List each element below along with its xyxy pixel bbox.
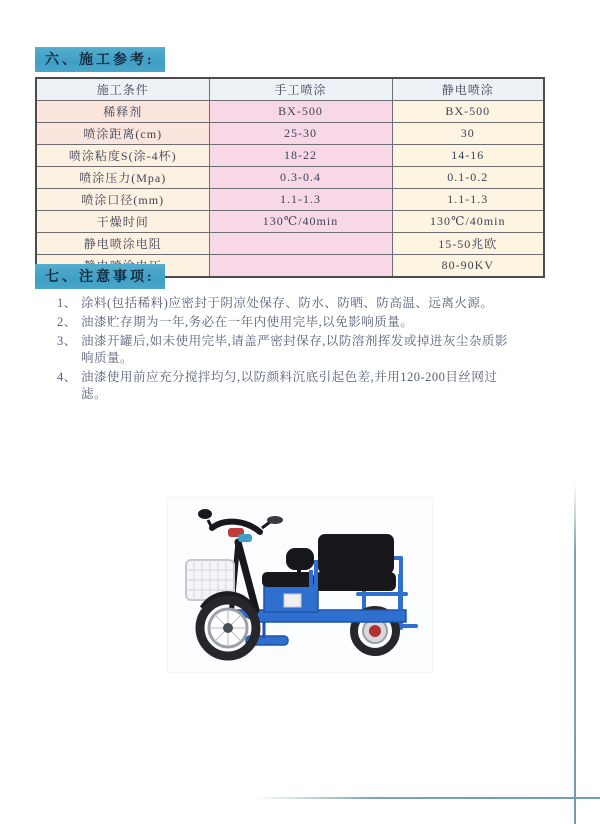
table-row <box>36 233 544 255</box>
electrostatic-value: BX-500 <box>392 101 544 123</box>
manual-value: 1.1-1.3 <box>209 189 392 211</box>
table-row <box>36 167 544 189</box>
note-number: 3、 <box>57 334 77 348</box>
note-number: 1、 <box>57 296 77 310</box>
electrostatic-value: 1.1-1.3 <box>392 189 544 211</box>
electrostatic-value: 130℃/40min <box>392 211 544 233</box>
spray-parameters-table <box>35 77 545 278</box>
tricycle-photo <box>168 498 432 672</box>
table-row <box>36 189 544 211</box>
row-label: 稀释剂 <box>36 101 209 123</box>
note-text: 油漆贮存期为一年,务必在一年内使用完毕,以免影响质量。 <box>81 315 414 329</box>
note-text: 油漆使用前应充分搅拌均匀,以防颜料沉底引起色差,并用120-200目丝网过滤。 <box>81 370 498 401</box>
row-label: 静电喷涂电阻 <box>36 233 209 255</box>
electrostatic-value: 0.1-0.2 <box>392 167 544 189</box>
decorative-corner-line-horizontal <box>255 797 600 799</box>
decorative-corner-line-vertical <box>574 483 576 824</box>
manual-value: 0.3-0.4 <box>209 167 392 189</box>
table-row <box>36 123 544 145</box>
tricycle-illustration <box>168 498 432 672</box>
row-label: 喷涂粘度S(涂-4杯) <box>36 145 209 167</box>
note-item <box>57 295 515 312</box>
notes-list <box>57 295 515 405</box>
table-header-row <box>36 78 544 101</box>
electrostatic-value: 80-90KV <box>392 255 544 278</box>
note-item <box>57 333 515 367</box>
row-label: 喷涂距离(cm) <box>36 123 209 145</box>
table-row <box>36 211 544 233</box>
row-label: 喷涂口径(mm) <box>36 189 209 211</box>
electrostatic-value: 15-50兆欧 <box>392 233 544 255</box>
manual-value <box>209 233 392 255</box>
manual-value: 25-30 <box>209 123 392 145</box>
row-label: 干燥时间 <box>36 211 209 233</box>
note-text: 油漆开罐后,如未使用完毕,请盖严密封保存,以防溶剂挥发或掉进灰尘杂质影响质量。 <box>81 334 508 365</box>
driver-backrest <box>286 548 314 570</box>
note-number: 4、 <box>57 370 77 384</box>
note-item <box>57 369 515 403</box>
row-label: 喷涂压力(Mpa) <box>36 167 209 189</box>
manual-value <box>209 255 392 278</box>
note-number: 2、 <box>57 315 77 329</box>
manual-value: BX-500 <box>209 101 392 123</box>
manual-value: 18-22 <box>209 145 392 167</box>
electrostatic-value: 14-16 <box>392 145 544 167</box>
handlebar <box>198 509 283 542</box>
section-6-title: 六、施工参考: <box>35 47 165 72</box>
col-header-condition: 施工条件 <box>36 78 209 101</box>
table-row <box>36 101 544 123</box>
note-item <box>57 314 515 331</box>
table-row <box>36 145 544 167</box>
col-header-electrostatic-spray: 静电喷涂 <box>392 78 544 101</box>
note-text: 涂料(包括稀料)应密封于阴凉处保存、防水、防晒、防高温、远离火源。 <box>81 296 494 310</box>
electrostatic-value: 30 <box>392 123 544 145</box>
col-header-manual-spray: 手工喷涂 <box>209 78 392 101</box>
manual-value: 130℃/40min <box>209 211 392 233</box>
section-7-title: 七、注意事项: <box>35 264 165 289</box>
